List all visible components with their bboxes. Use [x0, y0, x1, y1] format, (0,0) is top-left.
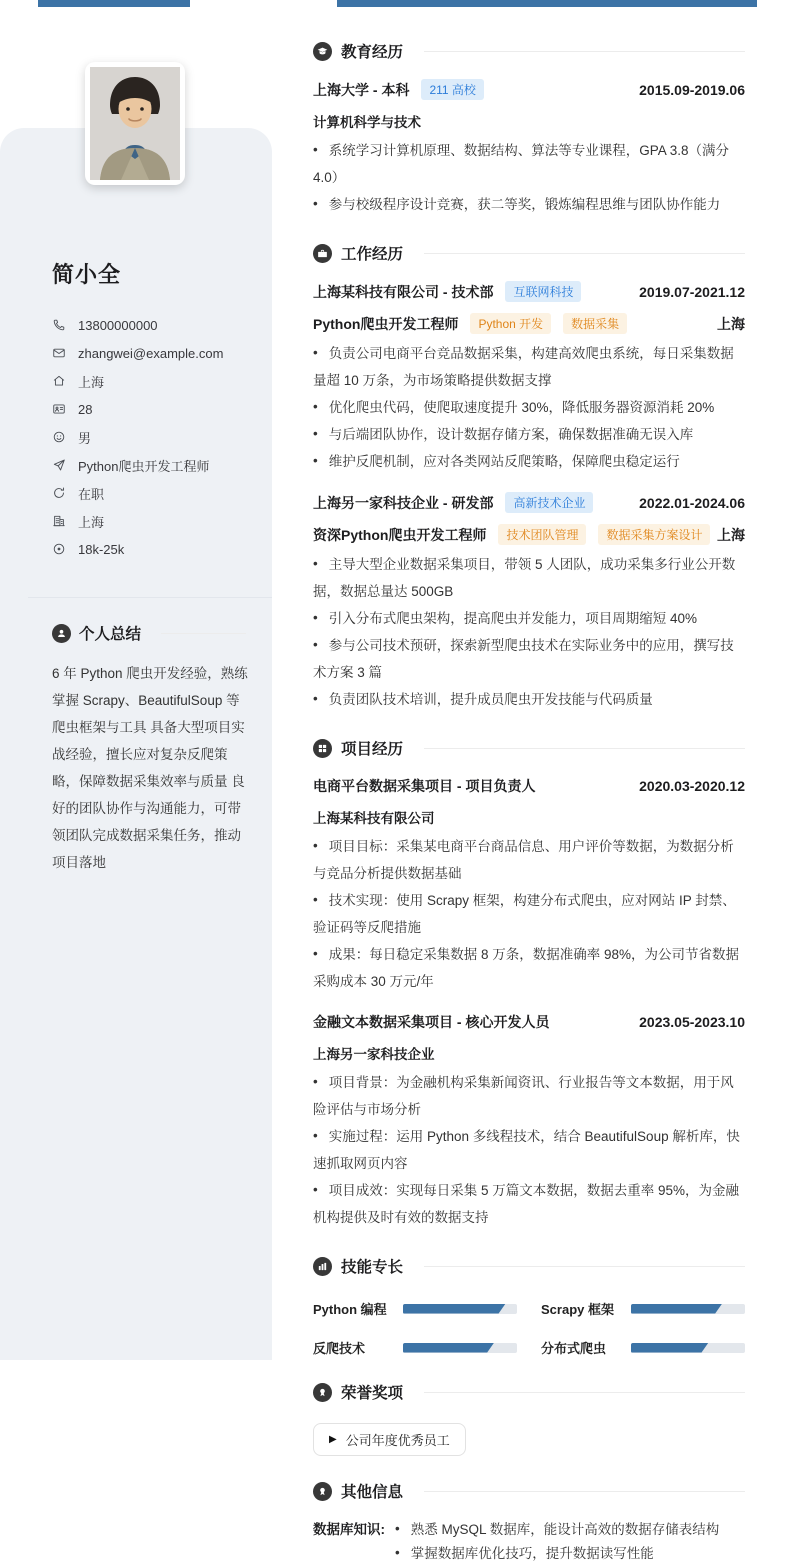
bar-chart-icon — [313, 1257, 332, 1276]
job-role: Python爬虫开发工程师 — [313, 315, 459, 332]
job-tag: 数据采集 — [563, 313, 627, 334]
school-badge: 211 高校 — [421, 79, 483, 100]
sidebar — [0, 128, 272, 1360]
company-badge: 高新技术企业 — [505, 492, 593, 513]
projects-section — [313, 737, 745, 1231]
grid-icon — [313, 739, 332, 758]
skills-header-rule — [424, 1266, 745, 1267]
contact-status-text: 在职 — [78, 486, 105, 502]
bullet-item: • 项目成效：实现每日采集 5 万篇文本数据，数据去重率 95%，为金融机构提供及时有效的数据支持 — [313, 1177, 745, 1231]
summary-header-rule — [161, 633, 246, 634]
phone-icon — [52, 318, 66, 332]
job-location: 上海 — [717, 315, 745, 332]
contact-work-city-text: 上海 — [78, 514, 105, 530]
contact-city-text: 上海 — [78, 374, 105, 390]
salary-target-icon — [52, 542, 66, 556]
contact-job-intent-text: Python爬虫开发工程师 — [78, 458, 210, 474]
project-bullets — [313, 1069, 745, 1231]
skills-section — [313, 1255, 745, 1357]
work-header-rule — [424, 253, 745, 254]
medal-icon — [313, 1482, 332, 1501]
company-name: 上海某科技有限公司 - 技术部 — [313, 283, 494, 300]
job-date: 2022.01-2024.06 — [639, 494, 745, 511]
job-role: 资深Python爬虫开发工程师 — [313, 526, 487, 543]
honors-section — [313, 1381, 745, 1456]
bullet-item: • 负责团队技术培训，提升成员爬虫开发技能与代码质量 — [313, 686, 745, 713]
projects-section-header — [313, 737, 745, 759]
bullet-item: • 实施过程：运用 Python 多线程技术，结合 BeautifulSoup 解析库，快速抓取网页内容 — [313, 1123, 745, 1177]
contact-job-intent — [52, 451, 248, 479]
company-badge: 互联网科技 — [505, 281, 581, 302]
contact-list — [52, 311, 248, 563]
job-company-row — [313, 492, 745, 513]
bullet-item: • 项目目标：采集某电商平台商品信息、用户评价等数据，为数据分析与竞品分析提供数据基础 — [313, 833, 745, 887]
project-org: 上海某科技有限公司 — [313, 811, 435, 826]
other-row-label: 数据库知识: — [313, 1522, 385, 1537]
project-name: 金融文本数据采集项目 - 核心开发人员 — [313, 1014, 550, 1030]
summary-text: 6 年 Python 爬虫开发经验，熟练掌握 Scrapy、BeautifulSoup 等爬虫框架与工具 具备大型项目实战经验，擅长应对复杂反爬策略，保障数据采集效率与质量 良好的团队协作与沟通能力，可带领团队完成数据采集任务，推动项目落地 — [52, 666, 248, 870]
contact-phone-text: 13800000000 — [78, 317, 158, 333]
user-icon — [52, 624, 71, 643]
top-accent-bar-left — [38, 0, 190, 7]
job-role-row — [313, 313, 745, 334]
other-section-header — [313, 1480, 745, 1502]
profile-photo-illustration — [90, 67, 180, 180]
medal-icon — [313, 1383, 332, 1402]
other-info-section — [313, 1480, 745, 1566]
contact-gender — [52, 423, 248, 451]
building-icon — [52, 514, 66, 528]
bullet-item: • 引入分布式爬虫架构，提高爬虫并发能力，项目周期缩短 40% — [313, 605, 745, 632]
other-row-bullets — [395, 1518, 719, 1566]
job-entry — [313, 492, 745, 713]
contact-salary-text: 18k-25k — [78, 541, 125, 557]
projects-title: 项目经历 — [341, 741, 404, 758]
job-bullets — [313, 551, 745, 713]
job-bullets — [313, 340, 745, 475]
bullet-item: • 维护反爬机制，应对各类网站反爬策略，保障爬虫稳定运行 — [313, 448, 745, 475]
skill-item — [541, 1338, 745, 1357]
bullet-item: • 熟悉 MySQL 数据库，能设计高效的数据存储表结构 — [395, 1518, 719, 1542]
contact-email — [52, 339, 248, 367]
skill-bar-fill — [631, 1304, 722, 1314]
id-card-icon — [52, 402, 66, 416]
job-tag: 数据采集方案设计 — [598, 524, 710, 545]
contact-email-text: zhangwei@example.com — [78, 345, 224, 361]
bullet-item: • 成果：每日稳定采集数据 8 万条，数据准确率 98%，为公司节省数据采购成本 30 万元/年 — [313, 941, 745, 995]
main-column — [313, 40, 745, 1566]
contact-age-text: 28 — [78, 401, 93, 417]
bullet-item: • 负责公司电商平台竞品数据采集，构建高效爬虫系统，每日采集数据量超 10 万条，为市场策略提供数据支撑 — [313, 340, 745, 394]
skill-label: 分布式爬虫 — [541, 1341, 607, 1356]
job-role-row — [313, 524, 745, 545]
other-title: 其他信息 — [341, 1484, 404, 1501]
job-date: 2019.07-2021.12 — [639, 283, 745, 300]
project-name-row — [313, 1012, 745, 1032]
skill-label: 反爬技术 — [313, 1341, 366, 1356]
honors-title: 荣誉奖项 — [341, 1385, 404, 1402]
work-section-header — [313, 242, 745, 264]
skill-bar-track — [631, 1343, 745, 1353]
bullet-item: • 项目背景：为金融机构采集新闻资讯、行业报告等文本数据，用于风险评估与市场分析 — [313, 1069, 745, 1123]
education-entry-head — [313, 79, 745, 100]
skill-label: Python 编程 — [313, 1302, 387, 1317]
contact-gender-text: 男 — [78, 430, 92, 446]
briefcase-icon — [313, 244, 332, 263]
profile-photo — [85, 62, 185, 185]
job-tag: Python 开发 — [470, 313, 551, 334]
company-name: 上海另一家科技企业 - 研发部 — [313, 494, 494, 511]
project-entry — [313, 776, 745, 995]
skill-item — [313, 1338, 517, 1357]
paper-plane-icon — [52, 458, 66, 472]
project-date: 2020.03-2020.12 — [639, 778, 745, 794]
bullet-item: • 系统学习计算机原理、数据结构、算法等专业课程，GPA 3.8（满分 4.0） — [313, 137, 745, 191]
skill-bar-track — [631, 1304, 745, 1314]
skill-bar-track — [403, 1304, 517, 1314]
education-section — [313, 40, 745, 218]
project-org: 上海另一家科技企业 — [313, 1047, 435, 1062]
project-name-row — [313, 776, 745, 796]
home-icon — [52, 374, 66, 388]
education-title: 教育经历 — [341, 44, 404, 61]
education-major: 计算机科学与技术 — [313, 115, 421, 130]
honors-header-rule — [424, 1392, 745, 1393]
education-bullets — [313, 137, 745, 218]
honor-pill-label: 公司年度优秀员工 — [345, 1433, 450, 1448]
contact-work-city — [52, 507, 248, 535]
skill-bar-track — [403, 1343, 517, 1353]
play-icon: ▶ — [329, 1434, 337, 1445]
skill-bar-fill — [631, 1343, 709, 1353]
graduation-cap-icon — [313, 42, 332, 61]
job-location: 上海 — [717, 526, 745, 543]
bullet-item: • 技术实现：使用 Scrapy 框架，构建分布式爬虫，应对网站 IP 封禁、验证码等反爬措施 — [313, 887, 745, 941]
education-date: 2015.09-2019.06 — [639, 81, 745, 98]
skills-section-header — [313, 1255, 745, 1277]
project-name: 电商平台数据采集项目 - 项目负责人 — [313, 778, 536, 794]
skills-title: 技能专长 — [341, 1259, 404, 1276]
job-company-row — [313, 281, 745, 302]
bullet-item: • 与后端团队协作，设计数据存储方案，确保数据准确无误入库 — [313, 421, 745, 448]
person-name: 简小全 — [52, 262, 122, 287]
contact-age — [52, 395, 248, 423]
project-bullets — [313, 833, 745, 995]
skill-label: Scrapy 框架 — [541, 1302, 614, 1317]
gender-face-icon — [52, 430, 66, 444]
summary-title: 个人总结 — [79, 626, 142, 643]
job-entry — [313, 281, 745, 475]
project-date: 2023.05-2023.10 — [639, 1014, 745, 1030]
work-section — [313, 242, 745, 713]
skill-item — [313, 1299, 517, 1318]
school-name: 上海大学 - 本科 — [313, 81, 410, 98]
job-tag: 技术团队管理 — [498, 524, 586, 545]
honors-section-header — [313, 1381, 745, 1403]
summary-section-header — [52, 622, 248, 644]
projects-header-rule — [424, 748, 745, 749]
skill-item — [541, 1299, 745, 1318]
sidebar-divider — [28, 597, 272, 598]
honor-pill-button[interactable] — [313, 1423, 466, 1456]
work-title: 工作经历 — [341, 246, 404, 263]
bullet-item: • 参与校级程序设计竞赛，获二等奖，锻炼编程思维与团队协作能力 — [313, 191, 745, 218]
contact-city — [52, 367, 248, 395]
skill-bar-fill — [403, 1343, 494, 1353]
skill-grid — [313, 1299, 745, 1357]
top-accent-bar-right — [337, 0, 757, 7]
project-entry — [313, 1012, 745, 1231]
bullet-item: • 主导大型企业数据采集项目，带领 5 人团队，成功采集多行业公开数据，数据总量达 500GB — [313, 551, 745, 605]
contact-salary — [52, 535, 248, 563]
contact-status — [52, 479, 248, 507]
skill-bar-fill — [403, 1304, 506, 1314]
other-header-rule — [424, 1491, 745, 1492]
bullet-item: • 掌握数据库优化技巧，提升数据读写性能 — [395, 1542, 719, 1566]
bullet-item: • 优化爬虫代码，使爬取速度提升 30%，降低服务器资源消耗 20% — [313, 394, 745, 421]
status-sync-icon — [52, 486, 66, 500]
other-info-row — [313, 1518, 745, 1566]
education-header-rule — [424, 51, 745, 52]
bullet-item: • 参与公司技术预研，探索新型爬虫技术在实际业务中的应用，撰写技术方案 3 篇 — [313, 632, 745, 686]
mail-icon — [52, 346, 66, 360]
contact-phone — [52, 311, 248, 339]
education-section-header — [313, 40, 745, 62]
